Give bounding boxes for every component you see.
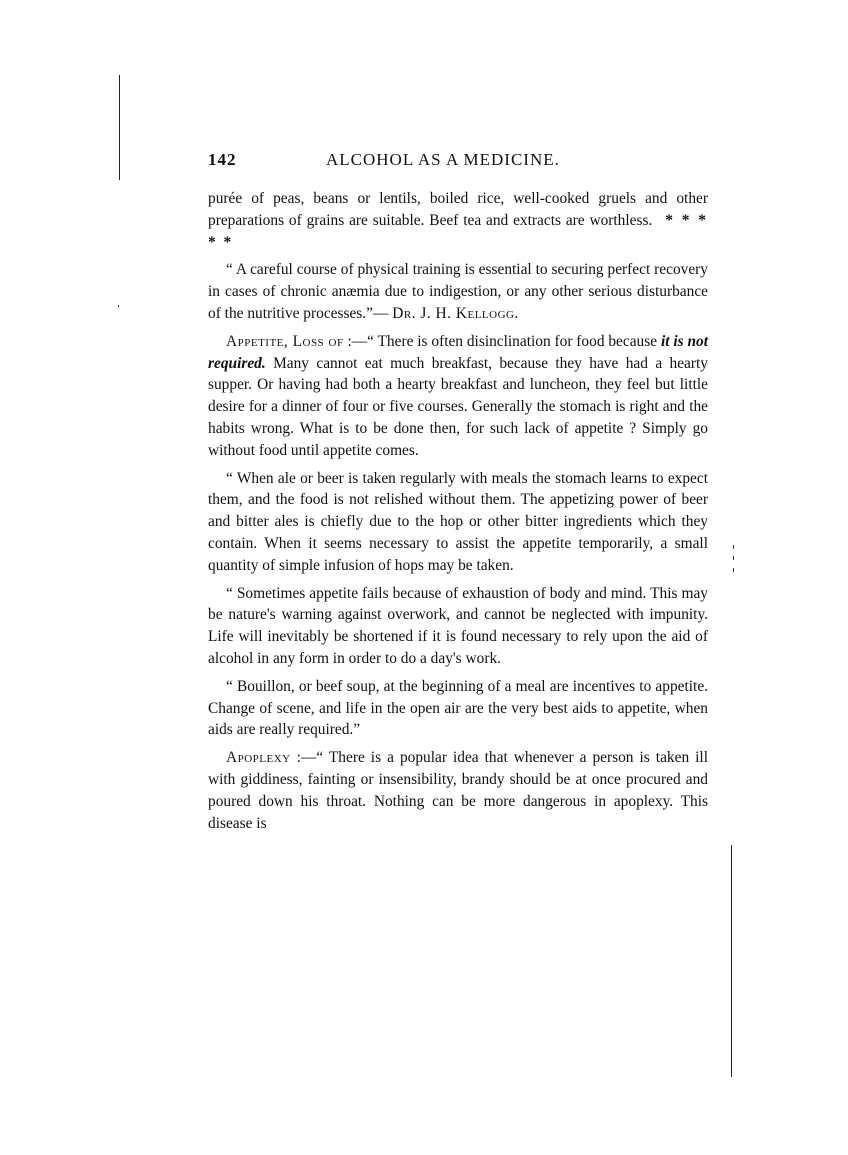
paragraph-text: :—“ There is a popular idea that whenever a person is taken ill with giddiness, fainting or insensibility, brandy should be at once procured and poured down his throat. Nothing can be more dangerous in apoplexy. This disease is <box>208 749 708 832</box>
running-head <box>208 150 708 174</box>
body-text <box>208 188 708 840</box>
right-margin-mark-1 <box>733 545 734 549</box>
left-margin-mark <box>118 305 119 307</box>
paragraph-ale-beer <box>208 468 708 577</box>
asterism: * * * * * <box>208 211 708 251</box>
paragraph-bouillon <box>208 676 708 741</box>
section-heading-appetite: Appetite, Loss of <box>226 332 344 350</box>
page-number: 142 <box>208 150 237 169</box>
right-margin-scan-line <box>731 845 732 1077</box>
right-margin-mark-3 <box>733 568 734 572</box>
paragraph-appetite-loss <box>208 331 708 462</box>
paragraph-text: “ A careful course of physical training is essential to securing perfect recovery in cases of chronic anæmia due to indigestion, or any other serious disturbance of the nutritive processes.”— <box>208 261 708 322</box>
right-margin-mark-2 <box>733 556 734 560</box>
paragraph-text: “ Bouillon, or beef soup, at the beginning of a meal are incentives to appetite. Change of scene, and life in the open air are the very best aids to appetite, when aids are really required.” <box>208 677 708 739</box>
paragraph-text: purée of peas, beans or lentils, boiled rice, well-cooked gruels and other preparations of grains are suitable. Beef tea and extracts are worthless. <box>208 190 708 229</box>
running-title: ALCOHOL AS A MEDICINE. <box>326 150 560 169</box>
paragraph-text: Many cannot eat much breakfast, because they have had a hearty supper. Or having had both a hearty breakfast and luncheon, they feel but little desire for a dinner of four or five courses. Generally the stomach is right and the habits wrong. What is to be done then, for such lack of appetite ? Simply go without food until appetite comes. <box>208 354 708 459</box>
paragraph-text: :—“ There is often disinclination for food because <box>343 332 661 350</box>
paragraph-exhaustion <box>208 583 708 670</box>
paragraph-text: “ When ale or beer is taken regularly with meals the stomach learns to expect them, and the food is not relished without them. The appetizing power of beer and bitter ales is chiefly due to the hop or other bitter ingredients which they contain. When it seems necessary to assist the appetite temporarily, a small quantity of simple infusion of hops may be taken. <box>208 469 708 574</box>
left-margin-scan-line <box>119 75 120 180</box>
paragraph-physical-training <box>208 259 708 324</box>
paragraph-puree <box>208 188 708 253</box>
emphasis-text: it is not required. <box>208 332 708 372</box>
author-signature: Dr. J. H. Kellogg. <box>392 304 519 322</box>
section-heading-apoplexy: Apoplexy <box>226 749 291 767</box>
paragraph-text: “ Sometimes appetite fails because of exhaustion of body and mind. This may be nature's warning against overwork, and cannot be neglected with impunity. Life will inevitably be shortened if it is found necessary to rely upon the aid of alcohol in any form in order to do a day's work. <box>208 584 708 667</box>
paragraph-apoplexy <box>208 747 708 834</box>
